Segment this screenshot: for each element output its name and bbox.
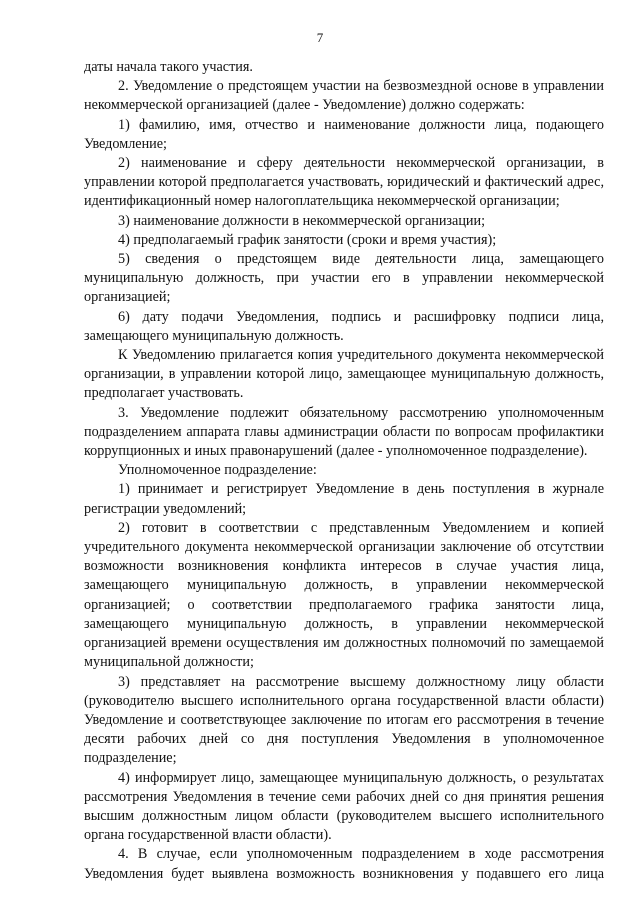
- list-item-5: 5) сведения о предстоящем виде деятельности лица, замещающего муниципальную должность, при участии его в управлении некоммерческой организацией;: [84, 251, 604, 306]
- duty-item-1: 1) принимает и регистрирует Уведомление в день поступления в журнале регистрации уведомлений;: [84, 481, 604, 517]
- paragraph-continuation: даты начала такого участия.: [84, 59, 253, 75]
- paragraph-section-4: 4. В случае, если уполномоченным подразделением в ходе рассмотрения Уведомления будет выявлена возможность возникновения у подавшего его лица: [84, 846, 604, 882]
- paragraph-attachment: К Уведомлению прилагается копия учредительного документа некоммерческой организации, в управлении которой лицо, замещающее муниципальную должность, предполагает участвовать.: [84, 347, 604, 402]
- paragraph-notification-content: 2. Уведомление о предстоящем участии на безвозмездной основе в управлении некоммерческой организацией (далее - Уведомление) должно содержать:: [84, 78, 604, 114]
- list-item-3: 3) наименование должности в некоммерческой организации;: [118, 212, 486, 229]
- duty-item-2: 2) готовит в соответствии с представленным Уведомлением и копией учредительного документа некоммерческой организации заключение об отсутствии возможности возникновения конфликта интересов в случае участия лица, замещающего муниципальную должность, в управлении некоммерческой организацией; о соответствии предполагаемого графика занятости лица, замещающего муниципальную должность, в управлении некоммерческой организацией времени осуществления им должностных полномочий по замещаемой муниципальной должности;: [84, 519, 604, 671]
- page-number: 7: [316, 30, 324, 45]
- list-item-1: 1) фамилию, имя, отчество и наименование должности лица, подающего Уведомление;: [84, 116, 604, 152]
- paragraph-authorized-unit: Уполномоченное подразделение:: [118, 462, 317, 479]
- list-item-4: 4) предполагаемый график занятости (сроки и время участия);: [118, 231, 497, 248]
- duty-item-3: 3) представляет на рассмотрение высшему должностному лицу области (руководителю высшего исполнительного органа государственной власти области) Уведомление и соответствующее заключение по итогам его рассмотрения в течение десяти рабочих дней со дня поступления Уведомления в уполномоченное подразделение;: [84, 673, 604, 767]
- document-body: [84, 58, 604, 884]
- duty-item-4: 4) информирует лицо, замещающее муниципальную должность, о результатах рассмотрения Уведомления в течение семи рабочих дней со дня принятия решения высшим должностным лицом области (руководителем высшего исполнительного органа государственной власти области).: [84, 769, 604, 844]
- list-item-2: 2) наименование и сферу деятельности некоммерческой организации, в управлении которой предполагается участвовать, юридический и фактический адрес, идентификационный номер налогоплательщика некоммерческой организации;: [84, 155, 604, 210]
- list-item-6: 6) дату подачи Уведомления, подпись и расшифровку подписи лица, замещающего муниципальную должность.: [84, 308, 604, 344]
- paragraph-section-3: 3. Уведомление подлежит обязательному рассмотрению уполномоченным подразделением аппарата главы администрации области по вопросам профилактики коррупционных и иных правонарушений (далее - уполномоченное подразделение).: [84, 404, 604, 460]
